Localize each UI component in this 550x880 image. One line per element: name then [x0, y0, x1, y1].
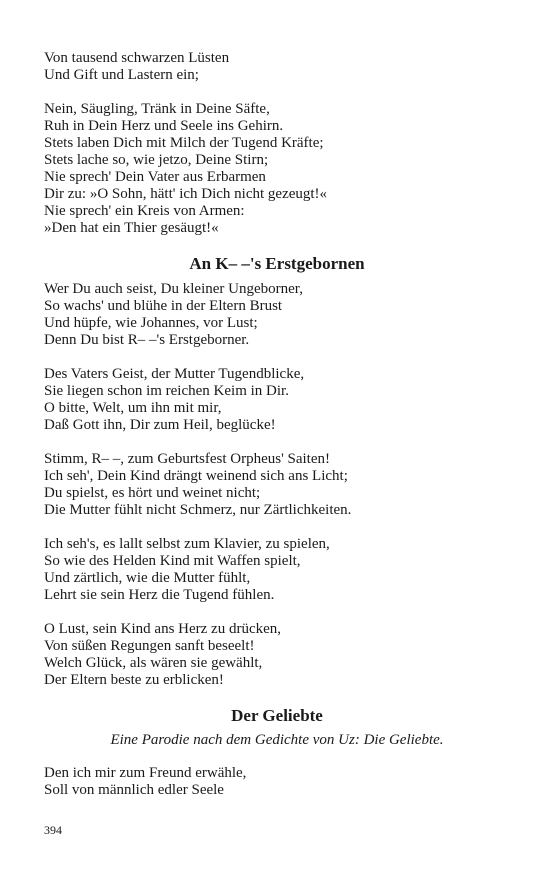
verse-line: »Den hat ein Thier gesäugt!« — [44, 220, 219, 236]
verse-line: Wer Du auch seist, Du kleiner Ungeborner, — [44, 281, 303, 297]
stanza — [44, 621, 524, 689]
verse-line: Daß Gott ihn, Dir zum Heil, beglücke! — [44, 417, 276, 433]
verse-line: Ruh in Dein Herz und Seele ins Gehirn. — [44, 118, 284, 134]
verse-line: Und Gift und Lastern ein; — [44, 67, 199, 83]
stanza — [44, 101, 524, 237]
verse-line: Sie liegen schon im reichen Keim in Dir. — [44, 383, 289, 399]
verse-line: Von tausend schwarzen Lüsten — [44, 50, 230, 66]
verse-line: Stets lache so, wie jetzo, Deine Stirn; — [44, 152, 269, 168]
stanza — [44, 765, 524, 799]
poem-subtitle: Eine Parodie nach dem Gedichte von Uz: Die Geliebte. — [110, 732, 444, 748]
stanza — [44, 366, 524, 434]
verse-line: So wachs' und blühe in der Eltern Brust — [44, 298, 283, 314]
verse-line: Den ich mir zum Freund erwähle, — [44, 765, 247, 781]
verse-line: Nie sprech' Dein Vater aus Erbarmen — [44, 169, 266, 185]
verse-line: Nein, Säugling, Tränk in Deine Säfte, — [44, 101, 270, 117]
verse-line: Welch Glück, als wären sie gewählt, — [44, 655, 263, 671]
verse-line: Und hüpfe, wie Johannes, vor Lust; — [44, 315, 258, 331]
stanza — [44, 281, 524, 349]
poem-title: An K– –'s Erstgebornen — [189, 254, 365, 273]
verse-line: Nie sprech' ein Kreis von Armen: — [44, 203, 245, 219]
verse-line: Ich seh', Dein Kind drängt weinend sich ans Licht; — [44, 468, 348, 484]
verse-line: Ich seh's, es lallt selbst zum Klavier, zu spielen, — [44, 536, 330, 552]
page-body — [44, 50, 524, 816]
verse-line: Stets laben Dich mit Milch der Tugend Kräfte; — [44, 135, 324, 151]
verse-line: Die Mutter fühlt nicht Schmerz, nur Zärtlichkeiten. — [44, 502, 352, 518]
verse-line: Und zärtlich, wie die Mutter fühlt, — [44, 570, 251, 586]
verse-line: Des Vaters Geist, der Mutter Tugendblicke, — [44, 366, 305, 382]
verse-line: So wie des Helden Kind mit Waffen spielt, — [44, 553, 301, 569]
verse-line: Denn Du bist R– –'s Erstgeborner. — [44, 332, 250, 348]
verse-line: Der Eltern beste zu erblicken! — [44, 672, 224, 688]
verse-line: Stimm, R– –, zum Geburtsfest Orpheus' Saiten! — [44, 451, 331, 467]
verse-line: Lehrt sie sein Herz die Tugend fühlen. — [44, 587, 275, 603]
stanza — [44, 536, 524, 604]
verse-line: O Lust, sein Kind ans Herz zu drücken, — [44, 621, 282, 637]
page-number: 394 — [44, 823, 62, 837]
verse-line: Dir zu: »O Sohn, hätt' ich Dich nicht gezeugt!« — [44, 186, 328, 202]
verse-line: Von süßen Regungen sanft beseelt! — [44, 638, 255, 654]
verse-line: Du spielst, es hört und weinet nicht; — [44, 485, 261, 501]
stanza — [44, 451, 524, 519]
poem-title: Der Geliebte — [231, 706, 323, 725]
stanza — [44, 50, 524, 84]
verse-line: O bitte, Welt, um ihn mit mir, — [44, 400, 222, 416]
verse-line: Soll von männlich edler Seele — [44, 782, 224, 798]
